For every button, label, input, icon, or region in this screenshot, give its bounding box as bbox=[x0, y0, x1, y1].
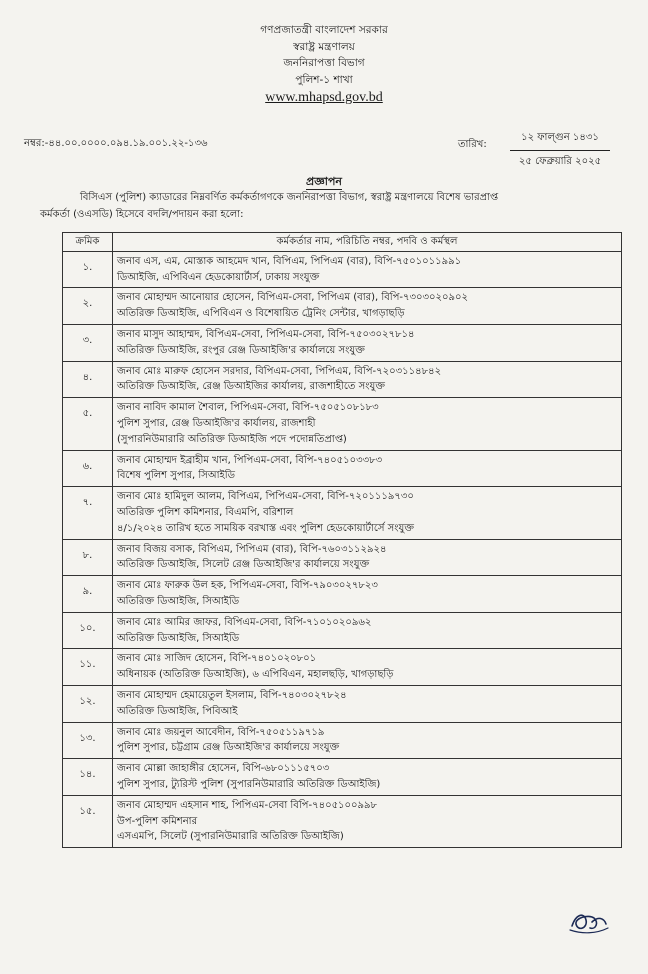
ministry-name: স্বরাষ্ট্র মন্ত্রণালয় bbox=[293, 40, 355, 53]
serial-cell: ৩. bbox=[63, 324, 113, 361]
officer-details-cell bbox=[113, 288, 622, 325]
officer-detail-line: পুলিশ সুপার, রেঞ্জ ডিআইজি'র কার্যালয়, রাজশাহী bbox=[117, 417, 316, 429]
table-row bbox=[63, 649, 622, 686]
officer-details-cell bbox=[113, 795, 622, 847]
section-name: পুলিশ-১ শাখা bbox=[295, 73, 353, 86]
serial-cell: ১১. bbox=[63, 649, 113, 686]
officer-detail-line: অতিরিক্ত ডিআইজি, এপিবিএন ও বিশেষায়িত ট্রেনিং সেন্টার, খাগড়াছড়ি bbox=[117, 308, 405, 320]
officer-detail-line: এসএমপি, সিলেট (সুপারনিউমারারি অতিরিক্ত ডিআইজি) bbox=[117, 831, 344, 843]
officer-detail-line: উপ-পুলিশ কমিশনার bbox=[117, 815, 198, 827]
officer-details-cell bbox=[113, 361, 622, 398]
officer-detail-line: পুলিশ সুপার, ট্যুরিস্ট পুলিশ (সুপারনিউমারারি অতিরিক্ত ডিআইজি) bbox=[117, 778, 381, 790]
officer-details-cell bbox=[113, 685, 622, 722]
serial-header: ক্রমিক bbox=[63, 233, 113, 252]
officer-detail-line: অধিনায়ক (অতিরিক্ত ডিআইজি), ৬ এপিবিএন, মহালছড়ি, খাগড়াছড়ি bbox=[117, 669, 394, 681]
officer-detail-line: জনাব মোঃ জয়নুল আবেদীন, বিপি-৭৫০৫১১৯৭১৯ bbox=[117, 726, 325, 738]
officer-details-cell bbox=[113, 450, 622, 487]
date-gregorian: ২৫ ফেব্রুয়ারি ২০২৫ bbox=[518, 156, 602, 167]
table-row bbox=[63, 685, 622, 722]
officer-detail-line: জনাব মাসুদ আহাম্মদ, বিপিএম-সেবা, পিপিএম-সেবা, বিপি-৭৫০৩০২৭৮১৪ bbox=[117, 328, 415, 340]
officer-detail-line: (সুপারনিউমারারি অতিরিক্ত ডিআইজি পদে পদোন্নতিপ্রাপ্ত) bbox=[117, 433, 347, 445]
serial-cell: ১. bbox=[63, 251, 113, 288]
officer-detail-line: অতিরিক্ত ডিআইজি, সিআইডি bbox=[117, 595, 240, 607]
serial-cell: ৫. bbox=[63, 398, 113, 450]
serial-cell: ৯. bbox=[63, 576, 113, 613]
table-row bbox=[63, 251, 622, 288]
signature-mark bbox=[566, 904, 612, 938]
officer-details-cell bbox=[113, 251, 622, 288]
officer-detail-line: জনাব মোঃ হামিদুল আলম, বিপিএম, পিপিএম-সেবা, বিপি-৭২০১১১৯৭৩০ bbox=[117, 491, 414, 503]
officer-detail-line: ৪/১/২০২৪ তারিখ হতে সাময়িক বরখাস্ত এবং পুলিশ হেডকোয়ার্টার্সে সংযুক্ত bbox=[117, 522, 415, 534]
officer-detail-line: জনাব মোহাম্মদ হেমায়েতুল ইসলাম, বিপি-৭৪০৩০২৭৮২৪ bbox=[117, 689, 347, 701]
officer-details-cell bbox=[113, 612, 622, 649]
officer-detail-line: অতিরিক্ত পুলিশ কমিশনার, বিএমপি, বরিশাল bbox=[117, 506, 294, 518]
officer-detail-line: অতিরিক্ত ডিআইজি, রংপুর রেঞ্জ ডিআইজি'র কার্যালয়ে সংযুক্ত bbox=[117, 344, 365, 356]
division-name: জননিরাপত্তা বিভাগ bbox=[283, 57, 365, 69]
officer-detail-line: অতিরিক্ত ডিআইজি, সিআইডি bbox=[117, 632, 240, 644]
serial-cell: ১২. bbox=[63, 685, 113, 722]
officers-table bbox=[62, 232, 622, 848]
officer-details-cell bbox=[113, 539, 622, 576]
intro-paragraph: বিসিএস (পুলিশ) ক্যাডারের নিম্নবর্ণিত কর্মকর্তাগণকে জননিরাপত্তা বিভাগ, স্বরাষ্ট্র মন্ত্রণালয়ে বিশেষ ভারপ্রাপ্ত কর্মকর্তা (ওএসডি) হিসেবে বদলি/পদায়ন করা হলো: bbox=[40, 192, 499, 220]
officer-detail-line: ডিআইজি, এপিবিএন হেডকোয়ার্টার্স, ঢাকায় সংযুক্ত bbox=[117, 271, 320, 283]
table-row bbox=[63, 759, 622, 796]
officer-details-cell bbox=[113, 759, 622, 796]
memo-number: নম্বর:-৪৪.০০.০০০০.০৯৪.১৯.০০১.২২-১৩৬ bbox=[24, 138, 208, 149]
officer-details-cell bbox=[113, 324, 622, 361]
table-row bbox=[63, 612, 622, 649]
officer-details-cell bbox=[113, 722, 622, 759]
officer-detail-line: জনাব মোঃ ফারুক উল হক, পিপিএম-সেবা, বিপি-৭৯০৩০২৭৮২৩ bbox=[117, 580, 378, 592]
table-row bbox=[63, 576, 622, 613]
table-row bbox=[63, 398, 622, 450]
table-row bbox=[63, 450, 622, 487]
officer-detail-line: জনাব বিজয় বসাক, বিপিএম, পিপিএম (বার), বিপি-৭৬০৩১১২৯২৪ bbox=[117, 543, 387, 555]
date-block bbox=[510, 130, 610, 171]
officer-detail-line: জনাব মোহাম্মদ এহসান শাহ, পিপিএম-সেবা বিপি-৭৪০৫১০০৯৯৮ bbox=[117, 799, 378, 811]
officer-detail-line: জনাব মোঃ মারুফ হোসেন সরদার, বিপিএম-সেবা, পিপিএম, বিপি-৭২০৩১১৪৮৪২ bbox=[117, 365, 442, 377]
officer-details-cell bbox=[113, 487, 622, 539]
letterhead bbox=[0, 22, 648, 107]
table-row bbox=[63, 722, 622, 759]
officer-detail-line: জনাব এস, এম, মোস্তাক আহমেদ খান, বিপিএম, পিপিএম (বার), বিপি-৭৫০১০১১৯৯১ bbox=[117, 255, 462, 267]
serial-cell: ২. bbox=[63, 288, 113, 325]
table-row bbox=[63, 795, 622, 847]
officer-details-cell bbox=[113, 649, 622, 686]
notification-title: প্রজ্ঞাপন bbox=[306, 175, 342, 188]
table-row bbox=[63, 324, 622, 361]
details-header: কর্মকর্তার নাম, পরিচিতি নম্বর, পদবি ও কর্মস্থল bbox=[113, 233, 622, 252]
officer-detail-line: অতিরিক্ত ডিআইজি, পিবিআই bbox=[117, 705, 238, 717]
serial-cell: ৭. bbox=[63, 487, 113, 539]
officer-detail-line: জনাব মোল্লা জাহাঙ্গীর হোসেন, বিপি-৬৮০১১১৫৭০৩ bbox=[117, 763, 330, 775]
table-row bbox=[63, 487, 622, 539]
officer-detail-line: জনাব মোঃ আমির জাফর, বিপিএম-সেবা, বিপি-৭১০১০২০৯৬২ bbox=[117, 616, 372, 628]
serial-cell: ১৫. bbox=[63, 795, 113, 847]
serial-cell: ৪. bbox=[63, 361, 113, 398]
serial-cell: ৮. bbox=[63, 539, 113, 576]
table-row bbox=[63, 361, 622, 398]
officer-details-cell bbox=[113, 576, 622, 613]
officer-detail-line: জনাব নাবিদ কামাল শৈবাল, পিপিএম-সেবা, বিপি-৭৫০৫১০৮১৮৩ bbox=[117, 402, 379, 414]
table-row bbox=[63, 288, 622, 325]
officer-detail-line: জনাব মোহাম্মদ ইব্রাহীম খান, পিপিএম-সেবা, বিপি-৭৪০৫১০৩৩৮৩ bbox=[117, 454, 383, 466]
officer-detail-line: অতিরিক্ত ডিআইজি, রেঞ্জ ডিআইজির কার্যালয়, রাজশাহীতে সংযুক্ত bbox=[117, 381, 386, 393]
table-row bbox=[63, 539, 622, 576]
serial-cell: ৬. bbox=[63, 450, 113, 487]
date-label: তারিখ: bbox=[458, 139, 487, 150]
officer-detail-line: জনাব মোহাম্মদ আনোয়ার হোসেন, বিপিএম-সেবা, পিপিএম (বার), বিপি-৭৩০৩০২০৯০২ bbox=[117, 292, 469, 304]
officer-detail-line: পুলিশ সুপার, চট্টগ্রাম রেঞ্জ ডিআইজি'র কার্যালয়ে সংযুক্ত bbox=[117, 742, 340, 754]
serial-cell: ১০. bbox=[63, 612, 113, 649]
table-header-row bbox=[63, 233, 622, 252]
website-link[interactable]: www.mhapsd.gov.bd bbox=[265, 90, 383, 105]
date-bangla: ১২ ফাল্গুন ১৪৩১ bbox=[510, 130, 610, 151]
govt-name: গণপ্রজাতন্ত্রী বাংলাদেশ সরকার bbox=[260, 24, 388, 36]
officer-detail-line: অতিরিক্ত ডিআইজি, সিলেট রেঞ্জ ডিআইজি'র কার্যালয়ে সংযুক্ত bbox=[117, 559, 370, 571]
officer-detail-line: বিশেষ পুলিশ সুপার, সিআইডি bbox=[117, 470, 235, 482]
officer-detail-line: জনাব মোঃ সাজিদ হোসেন, বিপি-৭৪০১০২০৮০১ bbox=[117, 653, 317, 665]
serial-cell: ১৩. bbox=[63, 722, 113, 759]
officer-details-cell bbox=[113, 398, 622, 450]
serial-cell: ১৪. bbox=[63, 759, 113, 796]
